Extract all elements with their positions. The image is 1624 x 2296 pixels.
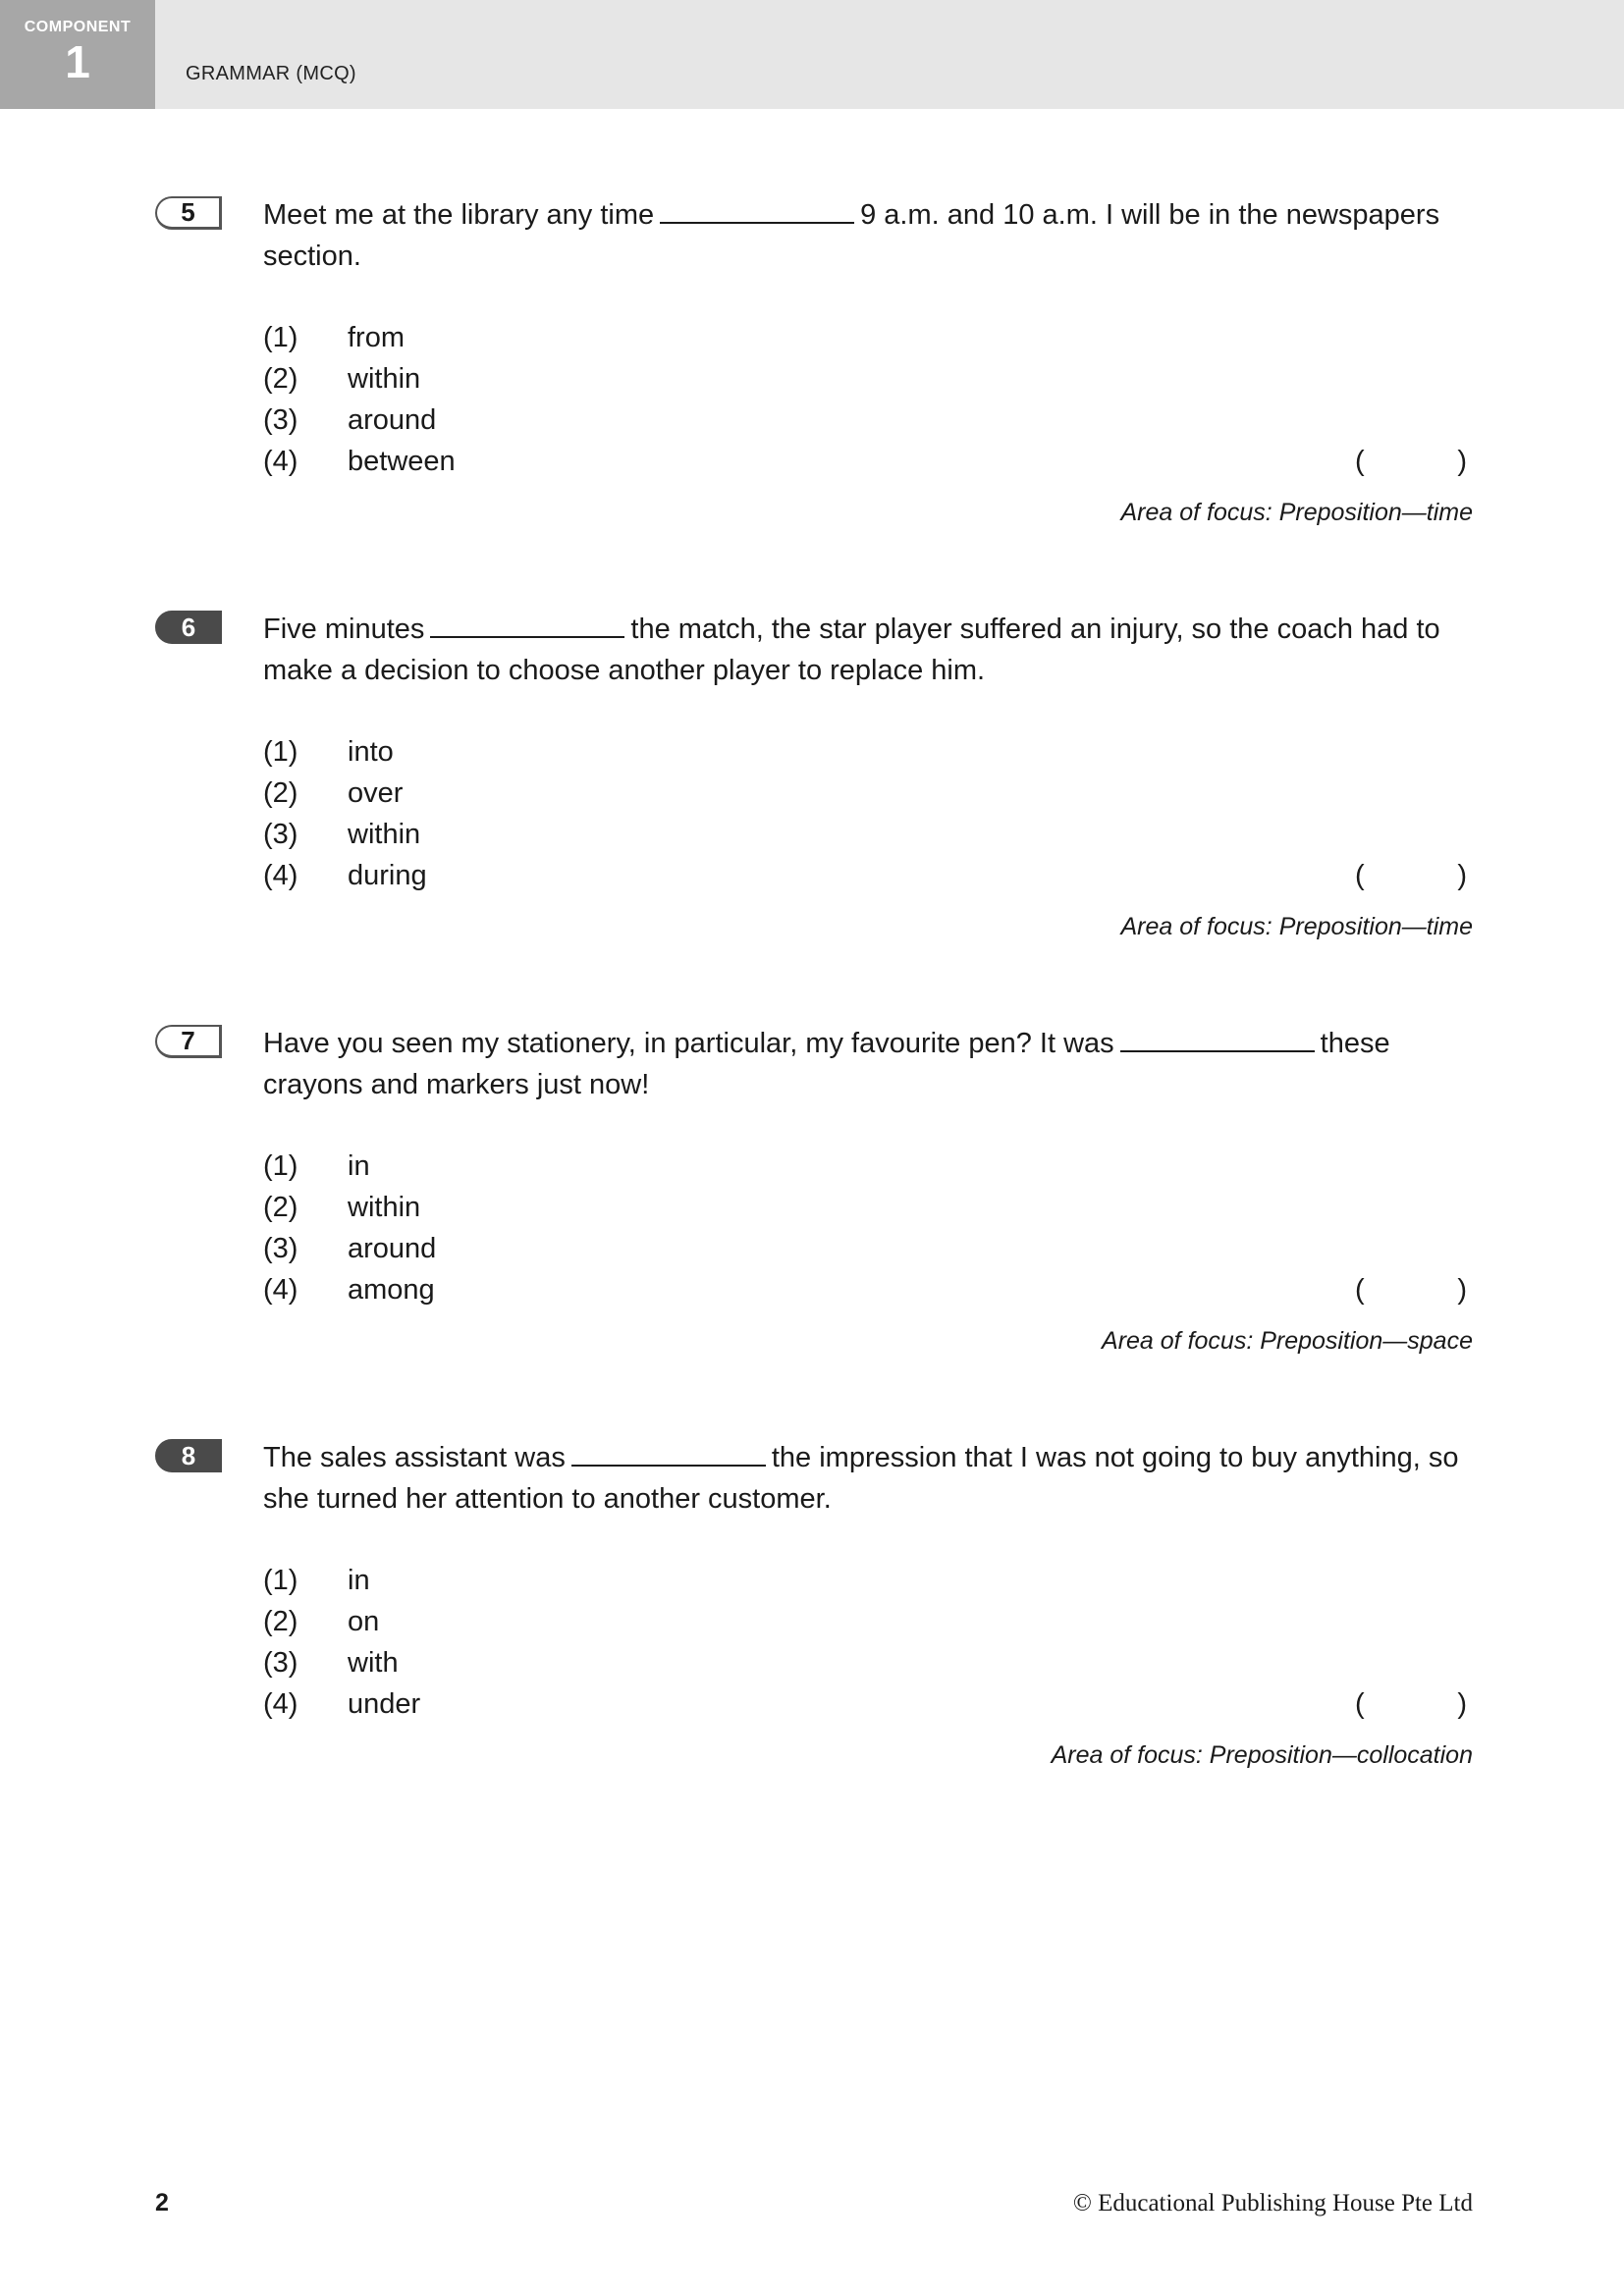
- question-number-badge: 5: [155, 196, 222, 230]
- question-number-badge: 7: [155, 1025, 222, 1058]
- option-number: (4): [263, 446, 298, 477]
- option-3: [263, 1228, 852, 1269]
- option-number: (3): [263, 819, 298, 850]
- option-number: (1): [263, 322, 298, 353]
- component-number: 1: [65, 36, 90, 87]
- option-number: (4): [263, 860, 298, 891]
- option-1: [263, 317, 852, 358]
- option-text: during: [348, 860, 427, 891]
- option-3: [263, 400, 852, 441]
- component-label: COMPONENT: [24, 19, 132, 35]
- option-text: on: [348, 1606, 380, 1637]
- answer-blank: [571, 1441, 766, 1467]
- options-list: [263, 1560, 852, 1725]
- question-text-before: Meet me at the library any time: [263, 199, 655, 231]
- question-text-after: these crayons and markers just now!: [263, 1028, 1390, 1100]
- option-number: (3): [263, 404, 298, 436]
- option-number: (4): [263, 1688, 298, 1720]
- option-2: [263, 773, 852, 814]
- area-of-focus: Area of focus: Preposition—space: [1102, 1327, 1473, 1355]
- option-text: with: [348, 1647, 399, 1679]
- bracket-close: ): [1457, 446, 1467, 477]
- page-number: 2: [155, 2189, 169, 2216]
- question-text-after: the impression that I was not going to buy anything, so she turned her attention to another customer.: [263, 1442, 1459, 1515]
- option-1: [263, 1560, 852, 1601]
- option-text: within: [348, 1192, 421, 1223]
- question-6: [0, 611, 1624, 984]
- section-title: GRAMMAR (MCQ): [186, 63, 356, 84]
- option-number: (2): [263, 363, 298, 395]
- answer-blank: [660, 198, 854, 224]
- option-2: [263, 358, 852, 400]
- header-band: [0, 0, 1624, 109]
- option-number: (3): [263, 1233, 298, 1264]
- options-list: [263, 317, 852, 482]
- option-1: [263, 1146, 852, 1187]
- bracket-close: ): [1457, 1274, 1467, 1306]
- option-number: (4): [263, 1274, 298, 1306]
- option-number: (1): [263, 1150, 298, 1182]
- option-text: within: [348, 819, 421, 850]
- option-number: (2): [263, 777, 298, 809]
- option-text: among: [348, 1274, 435, 1306]
- bracket-open: (: [1355, 446, 1365, 477]
- option-text: between: [348, 446, 456, 477]
- question-5: [0, 196, 1624, 569]
- option-text: into: [348, 736, 394, 768]
- answer-blank: [1120, 1027, 1315, 1052]
- option-4: [263, 441, 852, 482]
- question-7: [0, 1025, 1624, 1398]
- option-text: over: [348, 777, 404, 809]
- question-number-badge: 6: [155, 611, 222, 644]
- question-text-before: Five minutes: [263, 614, 425, 645]
- option-text: within: [348, 363, 421, 395]
- question-text-before: The sales assistant was: [263, 1442, 566, 1473]
- option-text: in: [348, 1565, 370, 1596]
- question-number-badge: 8: [155, 1439, 222, 1472]
- option-text: around: [348, 404, 437, 436]
- question-text-after: the match, the star player suffered an injury, so the coach had to make a decision to choose another player to replace him.: [263, 614, 1440, 686]
- area-of-focus: Area of focus: Preposition—collocation: [1051, 1741, 1473, 1769]
- bracket-close: ): [1457, 1688, 1467, 1720]
- question-text: [263, 1023, 1481, 1105]
- options-list: [263, 1146, 852, 1310]
- option-1: [263, 731, 852, 773]
- option-4: [263, 1269, 852, 1310]
- question-text-after: 9 a.m. and 10 a.m. I will be in the newspapers section.: [263, 199, 1440, 272]
- option-text: under: [348, 1688, 421, 1720]
- option-3: [263, 814, 852, 855]
- copyright-notice: © Educational Publishing House Pte Ltd: [1072, 2190, 1473, 2216]
- option-text: around: [348, 1233, 437, 1264]
- option-4: [263, 1683, 852, 1725]
- option-text: in: [348, 1150, 370, 1182]
- option-3: [263, 1642, 852, 1683]
- area-of-focus: Area of focus: Preposition—time: [1120, 499, 1473, 526]
- bracket-close: ): [1457, 860, 1467, 891]
- question-text: [263, 609, 1481, 691]
- answer-blank: [430, 613, 624, 638]
- question-text: [263, 194, 1481, 277]
- option-4: [263, 855, 852, 896]
- options-list: [263, 731, 852, 896]
- question-text-before: Have you seen my stationery, in particular, my favourite pen? It was: [263, 1028, 1114, 1059]
- option-number: (1): [263, 736, 298, 768]
- question-8: [0, 1439, 1624, 1812]
- option-2: [263, 1187, 852, 1228]
- option-number: (2): [263, 1192, 298, 1223]
- option-2: [263, 1601, 852, 1642]
- option-text: from: [348, 322, 405, 353]
- component-tab: [0, 0, 155, 109]
- bracket-open: (: [1355, 860, 1365, 891]
- bracket-open: (: [1355, 1688, 1365, 1720]
- option-number: (2): [263, 1606, 298, 1637]
- option-number: (3): [263, 1647, 298, 1679]
- question-text: [263, 1437, 1481, 1520]
- area-of-focus: Area of focus: Preposition—time: [1120, 913, 1473, 940]
- option-number: (1): [263, 1565, 298, 1596]
- bracket-open: (: [1355, 1274, 1365, 1306]
